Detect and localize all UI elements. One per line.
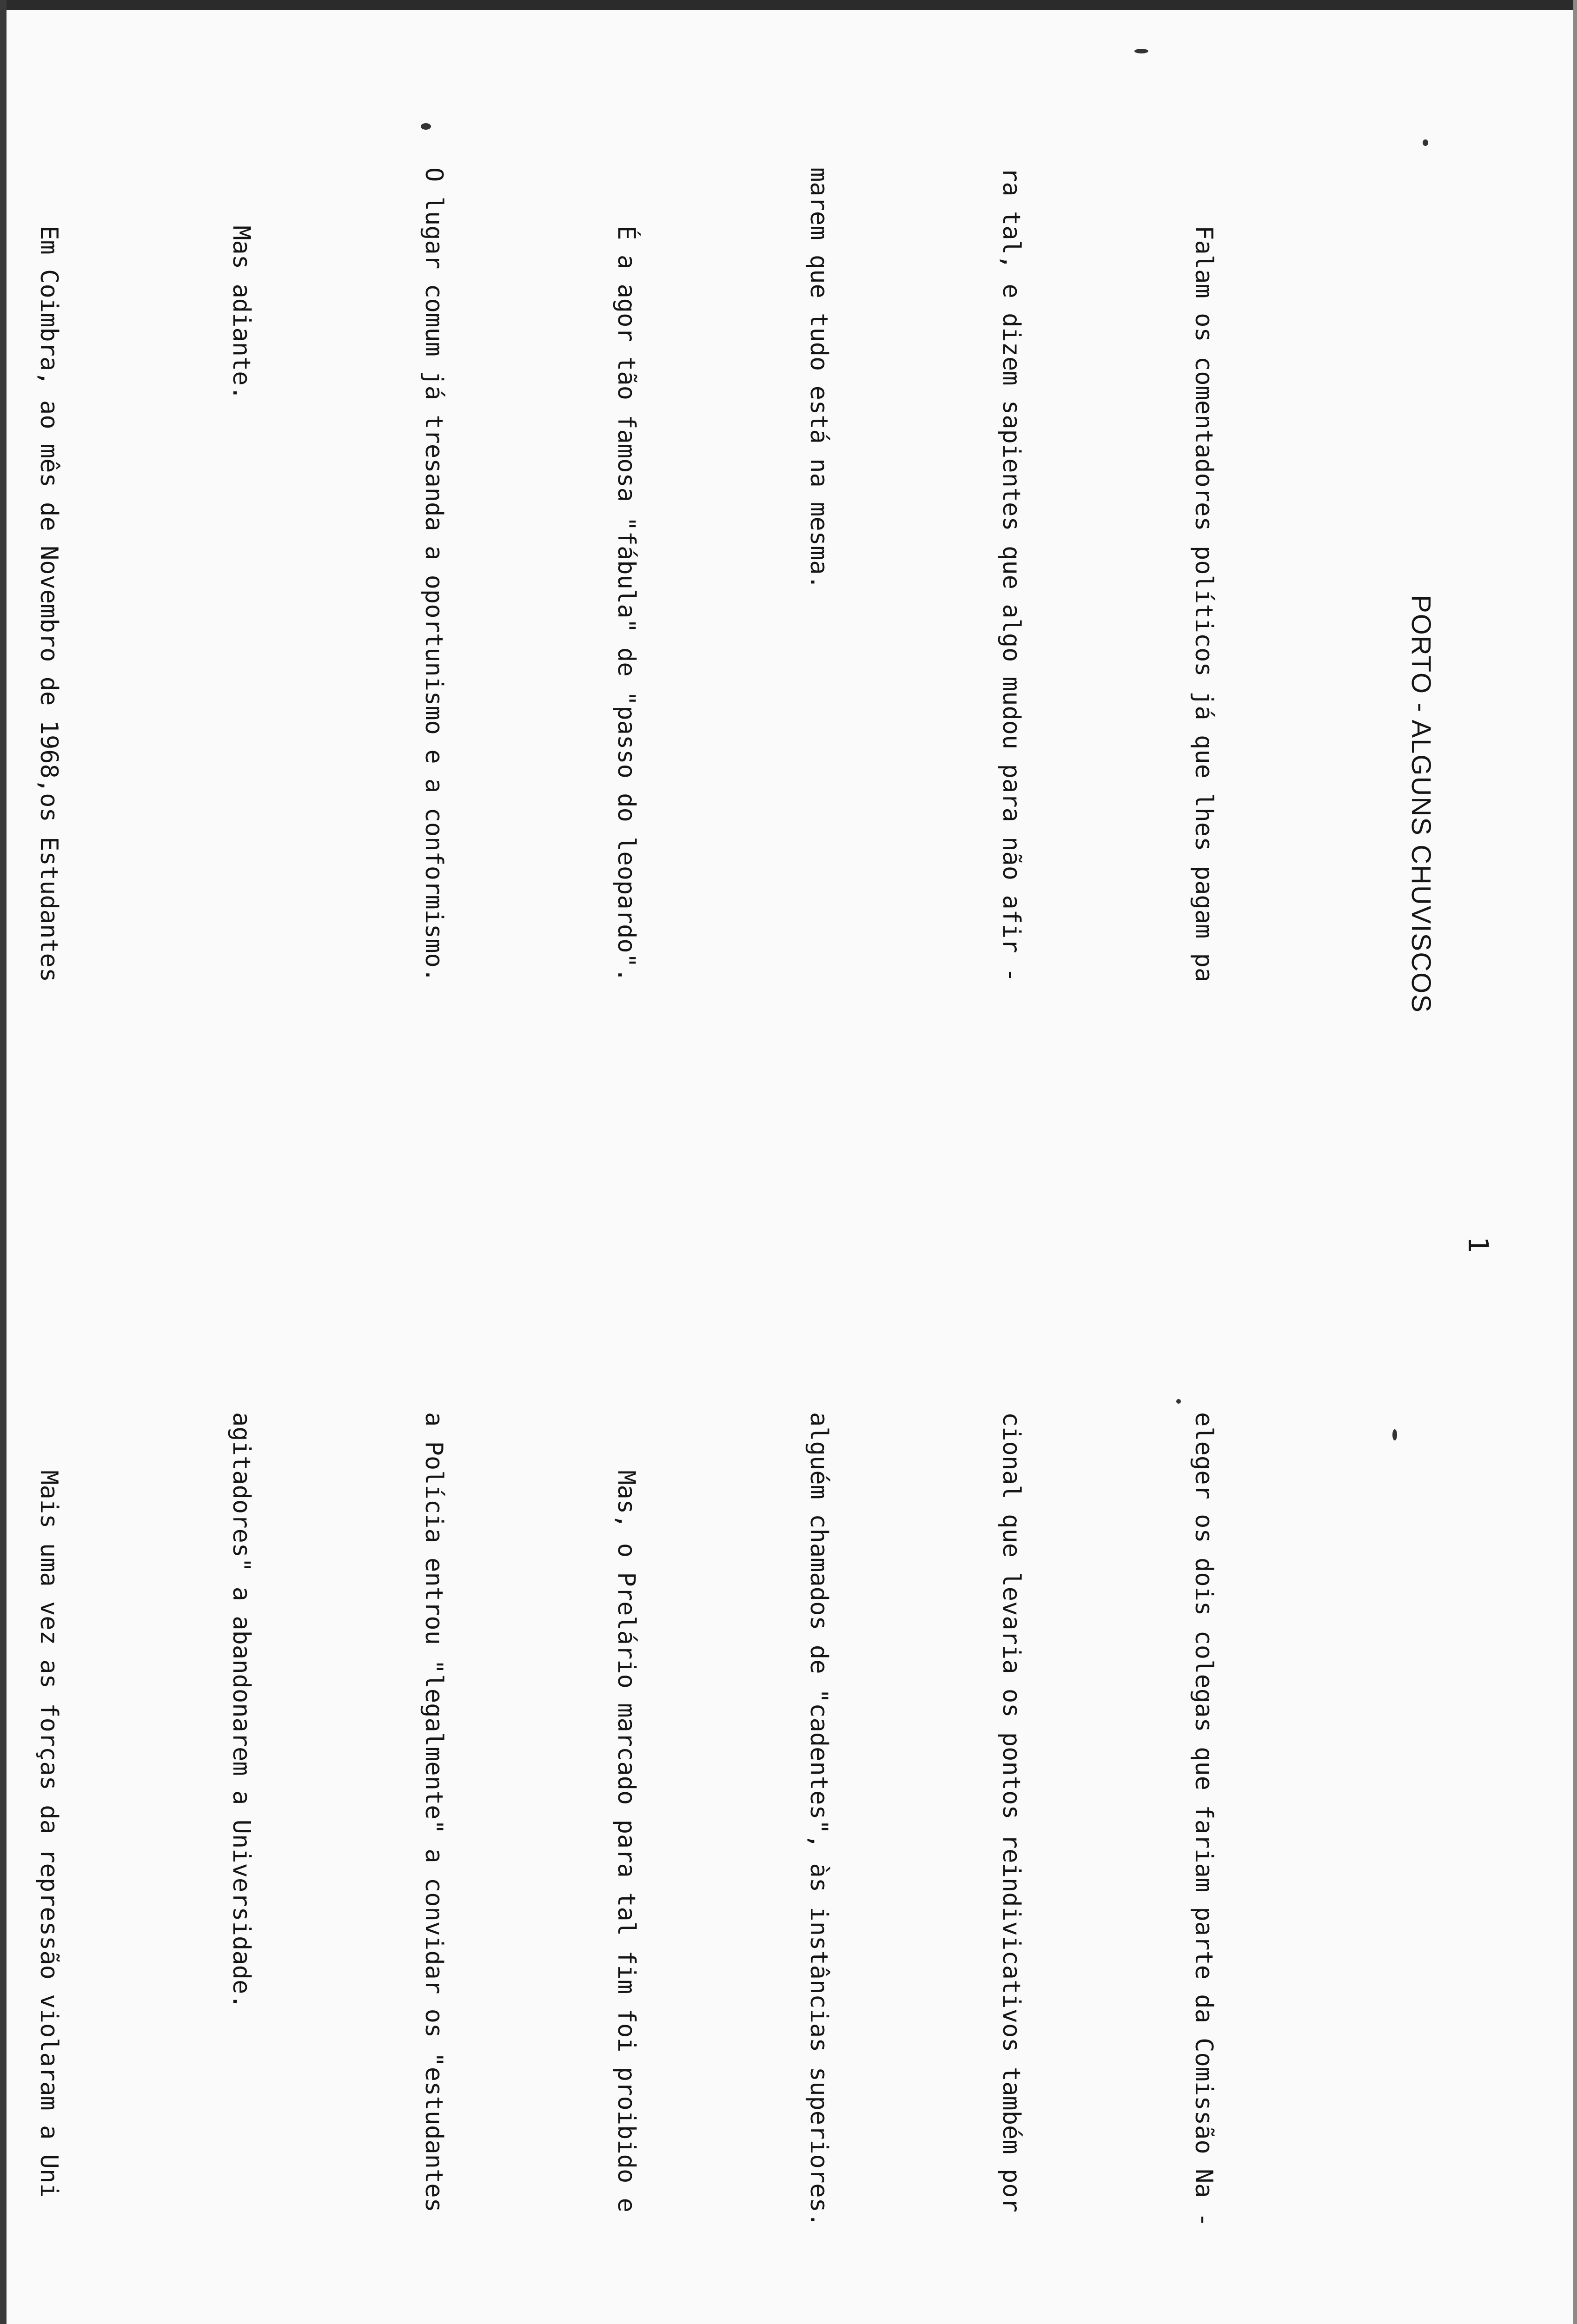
text-line: cional que levaria os pontos reindivicativos também por xyxy=(997,1412,1025,2212)
text-line: Mas, o Prelário marcado para tal fim foi proibido e xyxy=(612,1412,640,2212)
text-line: O lugar comum já tresanda a oportunismo e a conformismo. xyxy=(420,167,448,983)
text-line: marem que tudo está na mesma. xyxy=(805,167,833,589)
text-line: É a agor tão famosa "fábula" de "passo do leopardo". xyxy=(612,167,640,983)
text-line: eleger os dois colegas que fariam parte da Comissão Na - xyxy=(1190,1412,1218,2227)
text-line: Em Coimbra, ao mês de Novembro de 1968,os Estudantes xyxy=(35,167,63,983)
text-line: agitadores" a abandonarem a Universidade. xyxy=(227,1412,255,2009)
page-title: PORTO - ALGUNS CHUVISCOS xyxy=(1406,595,1436,1013)
text-column-left xyxy=(0,167,1364,982)
text-line: Falam os comentadores políticos já que lhes pagam pa xyxy=(1190,167,1218,983)
text-line: Mas adiante. xyxy=(227,167,255,400)
text-line: a Polícia entrou "legalmente" a convidar os "estudantes xyxy=(420,1412,448,2212)
text-column-right xyxy=(0,1412,1364,2227)
page-number: 1 xyxy=(1462,1236,1494,1254)
text-line: Mais uma vez as forças da repressão violaram a Uni xyxy=(35,1412,63,2198)
text-line: ra tal, e dizem sapientes que algo mudou para não afir - xyxy=(997,167,1025,983)
text-line: alguém chamados de "cadentes", às instâncias superiores. xyxy=(805,1412,833,2227)
